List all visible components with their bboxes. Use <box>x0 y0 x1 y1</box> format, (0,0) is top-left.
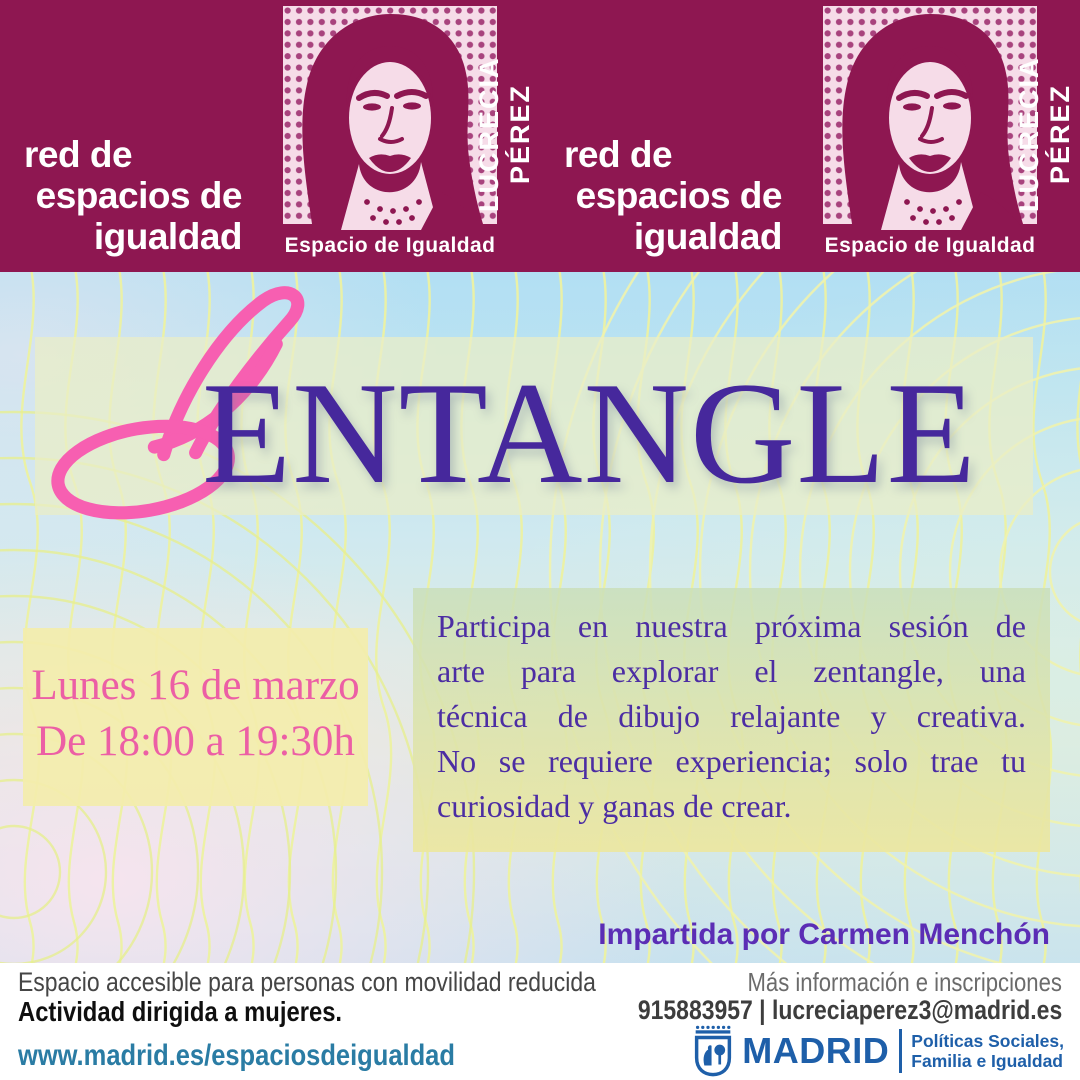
banner-half-left <box>0 0 540 272</box>
phone-number[interactable]: 915883957 <box>637 995 753 1025</box>
logo-line: red de <box>564 134 673 175</box>
madrid-city-logo <box>692 1025 1064 1077</box>
website-link[interactable] <box>18 1039 532 1073</box>
info-label-text: Más información e inscripciones <box>747 967 1062 997</box>
contact-separator: | <box>752 995 772 1025</box>
logo-line: red de <box>24 134 133 175</box>
poster-title: ENTANGLE <box>202 352 977 514</box>
madrid-crest-icon <box>692 1025 734 1077</box>
facilitator-note: Impartida por Carmen Menchón <box>598 918 1050 951</box>
audience-note-text: Actividad dirigida a mujeres. <box>18 996 343 1027</box>
website-link-text[interactable]: www.madrid.es/espaciosdeigualdad <box>18 1039 455 1072</box>
email-address[interactable]: lucreciaperez3@madrid.es <box>771 995 1062 1025</box>
schedule-time: De 18:00 a 19:30h <box>36 718 355 765</box>
logo-line: espacios de <box>575 175 782 216</box>
audience-note <box>18 996 399 1028</box>
lucrecia-perez-portrait <box>283 6 497 230</box>
portrait-name-vertical: LUCRECIA PÉREZ <box>474 56 535 212</box>
department-label <box>911 1031 1064 1071</box>
department-line: Familia e Igualdad <box>911 1051 1063 1071</box>
contact-line <box>563 995 1062 1026</box>
department-line: Políticas Sociales, <box>911 1031 1064 1051</box>
logo-divider <box>899 1029 902 1073</box>
description-line: técnica de dibujo relajante y creativa. <box>437 698 1026 734</box>
logo-line: espacios de <box>35 175 242 216</box>
schedule-date: Lunes 16 de marzo <box>31 662 360 709</box>
logo-line: igualdad <box>633 216 782 257</box>
accessibility-note-text: Espacio accesible para personas con movilidad reducida <box>18 967 596 997</box>
madrid-wordmark: MADRID <box>742 1030 890 1071</box>
contact-line-text <box>638 995 1062 1026</box>
portrait-name-vertical: LUCRECIA PÉREZ <box>1014 56 1075 212</box>
lucrecia-perez-portrait <box>823 6 1037 230</box>
description-panel <box>413 588 1050 852</box>
portrait-caption: Espacio de Igualdad <box>824 234 1036 257</box>
top-banner <box>0 0 1080 272</box>
banner-half-right <box>540 0 1080 272</box>
red-espacios-igualdad-logo <box>564 134 782 257</box>
portrait-caption: Espacio de Igualdad <box>284 234 496 257</box>
info-label <box>692 967 1062 998</box>
description-line: No se requiere experiencia; solo trae tu <box>437 743 1026 779</box>
schedule-panel <box>23 628 368 806</box>
description-line: Participa en nuestra próxima sesión de <box>437 608 1026 644</box>
logo-line: igualdad <box>93 216 242 257</box>
description-line: curiosidad y ganas de crear. <box>437 788 792 824</box>
footer <box>0 963 1080 1080</box>
description-line: arte para explorar el zentangle, una <box>437 653 1026 689</box>
red-espacios-igualdad-logo <box>24 134 242 257</box>
accessibility-note <box>18 967 698 998</box>
poster-body <box>0 272 1080 963</box>
